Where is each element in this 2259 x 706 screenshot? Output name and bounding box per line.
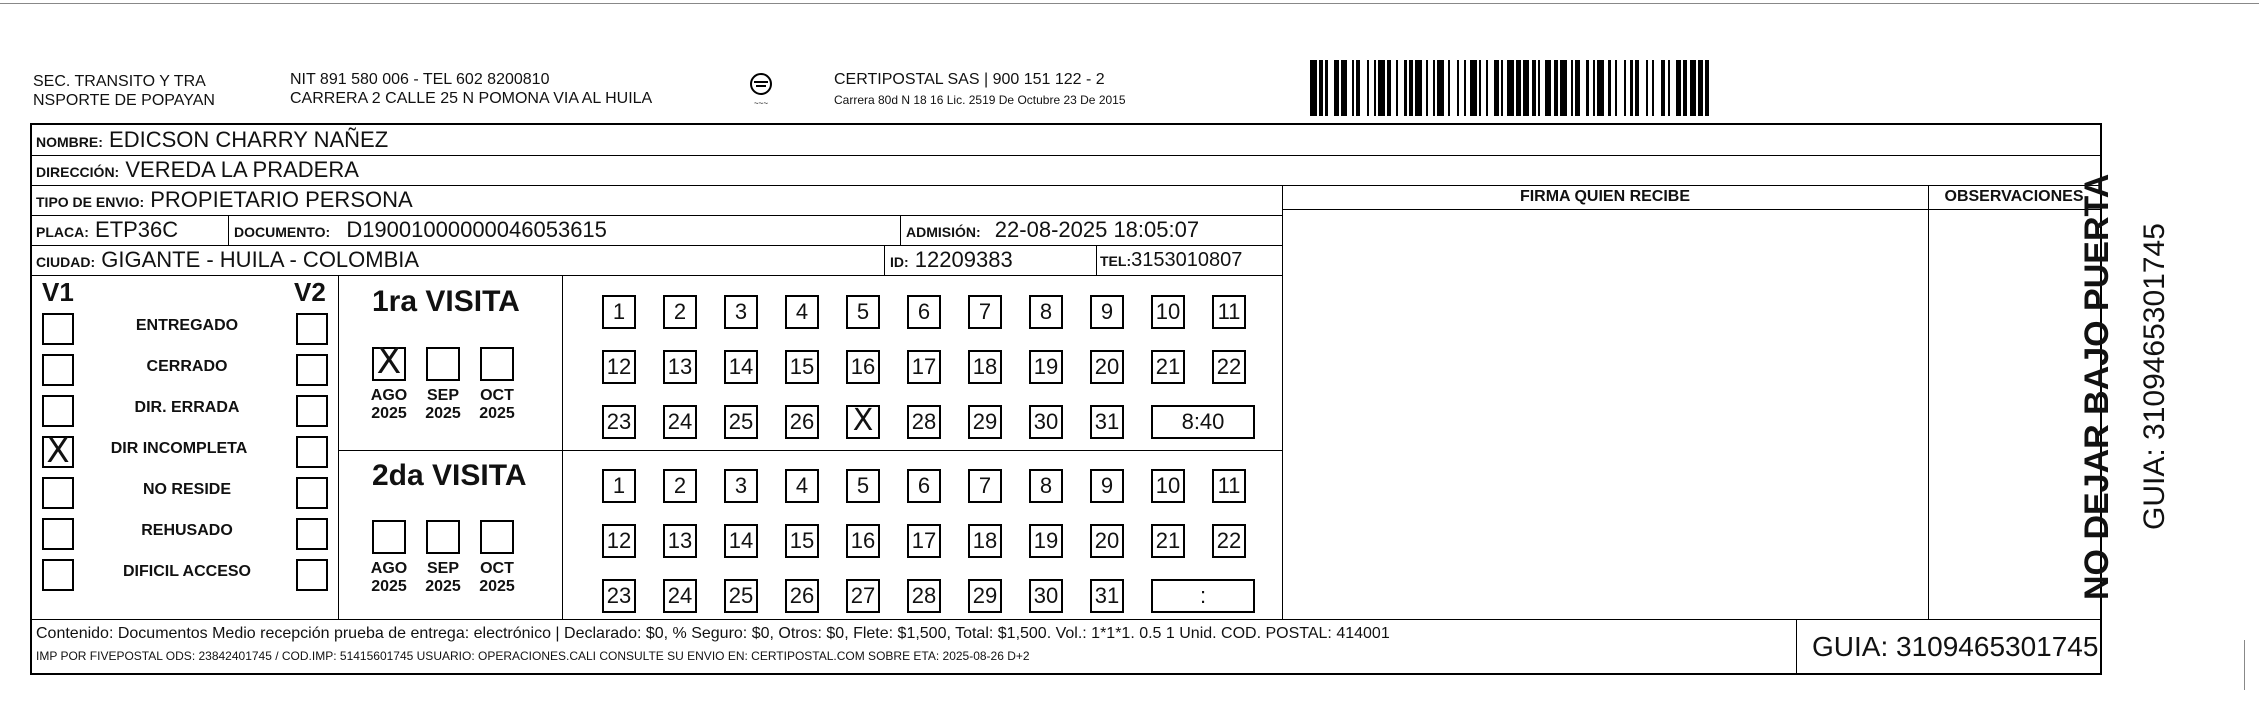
nombre-label: NOMBRE: — [36, 134, 103, 150]
tipo-row — [32, 185, 1282, 216]
carrier-line1: CERTIPOSTAL SAS | 900 151 122 - 2 — [834, 71, 1105, 88]
day-box[interactable]: 31 — [1090, 579, 1124, 613]
month-year: 2025 — [479, 578, 515, 595]
day-box[interactable]: 26 — [785, 579, 819, 613]
day-box[interactable]: 28 — [907, 579, 941, 613]
barcode-bar — [1328, 60, 1335, 116]
direccion-row — [32, 155, 2100, 186]
day-box[interactable]: 20 — [1090, 524, 1124, 558]
v1-checkbox[interactable] — [42, 559, 74, 591]
status-label: NO RESIDE — [142, 481, 231, 498]
checkbox-mark: X — [46, 431, 70, 471]
sender-block — [33, 72, 215, 110]
status-label: ENTREGADO — [135, 317, 239, 334]
day-box[interactable]: 15 — [785, 524, 819, 558]
day-box[interactable]: 24 — [663, 579, 697, 613]
month-year: 2025 — [425, 578, 461, 595]
day-box[interactable]: 10 — [1151, 295, 1185, 329]
day-box[interactable]: 26 — [785, 405, 819, 439]
placa-divider — [228, 215, 229, 245]
month-year: 2025 — [425, 405, 461, 422]
tel-value: 3153010807 — [1131, 249, 1243, 271]
month-label — [421, 560, 465, 596]
svg-text:~~~: ~~~ — [753, 99, 769, 108]
carrier-line2: Carrera 80d N 18 16 Lic. 2519 De Octubre 23 De 2015 — [834, 93, 1126, 107]
direccion-value: VEREDA LA PRADERA — [125, 157, 359, 182]
barcode-bar — [1545, 60, 1552, 116]
status-label: CERRADO — [146, 358, 228, 375]
id-divider — [884, 245, 885, 275]
documento-label: DOCUMENTO: — [234, 224, 331, 240]
day-box[interactable]: 30 — [1029, 405, 1063, 439]
barcode-bar — [1597, 60, 1604, 116]
barcode-bar — [1341, 60, 1348, 116]
footer-guia: GUIA: 3109465301745 — [1812, 631, 2099, 662]
ciudad-label: CIUDAD: — [36, 254, 96, 270]
day-box[interactable]: 20 — [1090, 350, 1124, 384]
barcode-bar — [1617, 60, 1624, 116]
month-label — [367, 560, 411, 596]
placa-value: ETP36C — [95, 217, 179, 242]
day-box[interactable]: 23 — [602, 579, 636, 613]
day-box[interactable]: 9 — [1090, 295, 1124, 329]
day-box[interactable]: 11 — [1212, 295, 1246, 329]
barcode-bar — [1690, 60, 1697, 116]
month-name: AGO — [370, 387, 408, 404]
visit2-title: 2da VISITA — [372, 459, 527, 492]
day-box[interactable]: 16 — [846, 350, 880, 384]
tipo-value: PROPIETARIO PERSONA — [150, 187, 413, 212]
barcode-bar — [1639, 60, 1646, 116]
day-box[interactable]: 10 — [1151, 469, 1185, 503]
day-box[interactable]: 13 — [663, 524, 697, 558]
barcode-bar — [1360, 60, 1367, 116]
ciudad-row — [32, 245, 1282, 276]
firma-label: FIRMA QUIEN RECIBE — [1519, 188, 1691, 205]
month-label — [475, 560, 519, 596]
day-box[interactable]: 1 — [602, 295, 636, 329]
day-box[interactable]: 27 — [846, 579, 880, 613]
right-edge-line — [2244, 640, 2245, 690]
admision-cell — [906, 215, 1199, 247]
v1-label: V1 — [42, 277, 74, 307]
v2-checkbox[interactable] — [296, 477, 328, 509]
visits-separator — [338, 450, 1282, 451]
month-name: SEP — [426, 387, 459, 404]
month-checkbox[interactable] — [480, 520, 514, 554]
month-year: 2025 — [371, 578, 407, 595]
status-label: DIR. ERRADA — [134, 399, 240, 416]
month-checkbox[interactable] — [480, 347, 514, 381]
day-box[interactable]: 3 — [724, 295, 758, 329]
day-box[interactable]: 3 — [724, 469, 758, 503]
barcode-bar — [1654, 60, 1661, 116]
month-checkbox[interactable] — [426, 347, 460, 381]
nit-line2: CARRERA 2 CALLE 25 N POMONA VIA AL HUILA — [290, 90, 653, 107]
v1-checkbox[interactable] — [42, 431, 74, 471]
v2-label: V2 — [294, 277, 326, 307]
documento-cell — [234, 215, 607, 247]
day-box[interactable]: 2 — [663, 469, 697, 503]
delivery-form — [30, 123, 2102, 675]
visit1-title: 1ra VISITA — [372, 285, 520, 318]
admision-divider — [900, 215, 901, 245]
v2-checkbox[interactable] — [296, 436, 328, 468]
certipostal-logo-icon — [738, 70, 784, 110]
ciudad-value: GIGANTE - HUILA - COLOMBIA — [101, 247, 420, 272]
footer-line1: Contenido: Documentos Medio recepción prueba de entrega: electrónico | Declarado: $0, % Seguro: $0, Otros: $0, Flete: $1,500, Total: $1,500. Vol.: 1*1*1. 0.5 1 Unid. COD. POSTAL: 414001 — [36, 625, 1390, 642]
month-name: AGO — [370, 560, 408, 577]
day-box[interactable]: 12 — [602, 350, 636, 384]
footer-guia-divider — [1796, 619, 1797, 675]
month-checkbox[interactable] — [426, 520, 460, 554]
day-box[interactable]: 6 — [907, 295, 941, 329]
barcode-bar — [1705, 60, 1709, 116]
month-name: SEP — [426, 560, 459, 577]
month-checkbox[interactable] — [372, 341, 406, 382]
v1-checkbox[interactable] — [42, 477, 74, 509]
top-border-line — [0, 3, 2259, 4]
barcode-bar — [1523, 60, 1530, 116]
barcode — [1310, 60, 1950, 116]
side-warning: NO DEJAR BAJO PUERTA — [2078, 173, 2116, 600]
nit-line1: NIT 891 580 006 - TEL 602 8200810 — [290, 71, 550, 88]
day-box[interactable]: 17 — [907, 350, 941, 384]
v2-checkbox[interactable] — [296, 313, 328, 345]
documento-value: D19001000000046053615 — [346, 217, 607, 242]
day-box[interactable]: 17 — [907, 524, 941, 558]
month-label — [421, 387, 465, 423]
checkbox-mark: X — [376, 341, 402, 382]
barcode-bar — [1310, 60, 1317, 116]
day-box[interactable]: 7 — [968, 295, 1002, 329]
v1-checkbox[interactable] — [42, 395, 74, 427]
day-box[interactable]: 13 — [663, 350, 697, 384]
v2-checkbox[interactable] — [296, 354, 328, 386]
barcode-bar — [1398, 60, 1405, 116]
v1-checkbox[interactable] — [42, 313, 74, 345]
v1-checkbox[interactable] — [42, 518, 74, 550]
day-box[interactable]: 22 — [1212, 350, 1246, 384]
barcode-bar — [1450, 60, 1457, 116]
day-box[interactable]: 25 — [724, 579, 758, 613]
status-label: DIR INCOMPLETA — [110, 440, 248, 457]
day-box[interactable]: 15 — [785, 350, 819, 384]
day-box[interactable]: 18 — [968, 524, 1002, 558]
day-box[interactable]: 25 — [724, 405, 758, 439]
observaciones-label: OBSERVACIONES — [1944, 188, 2084, 205]
barcode-bar — [1580, 60, 1587, 116]
day-box[interactable]: 8 — [1029, 469, 1063, 503]
day-box[interactable]: 18 — [968, 350, 1002, 384]
day-box[interactable]: 2 — [663, 295, 697, 329]
day-box[interactable]: 6 — [907, 469, 941, 503]
time-box[interactable]: 8:40 — [1151, 405, 1255, 439]
barcode-bar — [1560, 60, 1567, 116]
month-label — [475, 387, 519, 423]
day-box[interactable]: 21 — [1151, 524, 1185, 558]
month-name: OCT — [480, 560, 514, 577]
day-box[interactable]: 29 — [968, 405, 1002, 439]
carrier-block — [834, 70, 1126, 108]
nombre-row — [32, 125, 2100, 156]
id-cell — [890, 245, 1013, 277]
month-name: OCT — [480, 387, 514, 404]
day-box[interactable]: 19 — [1029, 524, 1063, 558]
barcode-bar — [1470, 60, 1477, 116]
side-guia: GUIA: 3109465301745 — [2138, 223, 2171, 530]
nombre-value: EDICSON CHARRY NAÑEZ — [109, 127, 389, 152]
day-box[interactable]: 24 — [663, 405, 697, 439]
day-box[interactable]: 30 — [1029, 579, 1063, 613]
month-label — [367, 387, 411, 423]
admision-value: 22-08-2025 18:05:07 — [994, 217, 1200, 242]
day-box[interactable]: 31 — [1090, 405, 1124, 439]
sender-line2: NSPORTE DE POPAYAN — [33, 92, 215, 109]
day-box[interactable]: 5 — [846, 295, 880, 329]
tipo-label: TIPO DE ENVIO: — [36, 194, 145, 210]
day-box[interactable]: 14 — [724, 350, 758, 384]
id-label: ID: — [890, 254, 909, 270]
day-box[interactable]: 9 — [1090, 469, 1124, 503]
tel-label: TEL: — [1100, 253, 1132, 269]
day-box[interactable]: 29 — [968, 579, 1002, 613]
firma-left-border — [1282, 185, 1283, 619]
barcode-bar — [1437, 60, 1444, 116]
day-box[interactable]: 21 — [1151, 350, 1185, 384]
month-checkbox[interactable] — [372, 520, 406, 554]
footer-line — [32, 619, 2100, 620]
status-label: REHUSADO — [141, 522, 233, 539]
barcode-bar — [1378, 60, 1385, 116]
status-label: DIFICIL ACCESO — [122, 563, 251, 580]
observaciones-left-border — [1928, 185, 1929, 619]
day-box[interactable]: 7 — [968, 469, 1002, 503]
day-box[interactable]: 16 — [846, 524, 880, 558]
barcode-bar — [1488, 60, 1495, 116]
v1-checkbox[interactable] — [42, 354, 74, 386]
tel-cell — [1100, 245, 1242, 276]
month-year: 2025 — [479, 405, 515, 422]
day-box[interactable]: X — [846, 405, 880, 439]
v2-checkbox[interactable] — [296, 395, 328, 427]
id-value: 12209383 — [914, 247, 1013, 272]
v2-checkbox[interactable] — [296, 559, 328, 591]
v2-checkbox[interactable] — [296, 518, 328, 550]
day-box[interactable]: 22 — [1212, 524, 1246, 558]
day-box[interactable]: 28 — [907, 405, 941, 439]
day-box[interactable]: 8 — [1029, 295, 1063, 329]
placa-label: PLACA: — [36, 224, 89, 240]
day-box[interactable]: 19 — [1029, 350, 1063, 384]
nit-block — [290, 70, 652, 108]
footer-line2: IMP POR FIVEPOSTAL ODS: 23842401745 / COD.IMP: 51415601745 USUARIO: OPERACIONES.CALI CONSULTE SU ENVIO EN: CERTIPOSTAL.COM SOBRE ETA: 2025-08-26 D+2 — [36, 649, 1030, 663]
day-box[interactable]: 5 — [846, 469, 880, 503]
month-year: 2025 — [371, 405, 407, 422]
tel-divider — [1096, 245, 1097, 275]
sender-line1: SEC. TRANSITO Y TRA — [33, 73, 206, 90]
visit1-days-divider — [562, 275, 563, 619]
day-box[interactable]: 12 — [602, 524, 636, 558]
day-box[interactable]: 14 — [724, 524, 758, 558]
day-box[interactable]: 11 — [1212, 469, 1246, 503]
barcode-bar — [1670, 60, 1677, 116]
checklist-divider — [338, 275, 339, 619]
barcode-bar — [1415, 60, 1422, 116]
day-box[interactable]: 4 — [785, 469, 819, 503]
day-box[interactable]: 1 — [602, 469, 636, 503]
direccion-label: DIRECCIÓN: — [36, 164, 120, 180]
day-box[interactable]: 23 — [602, 405, 636, 439]
firma-header-line — [1282, 209, 2100, 210]
barcode-bar — [1507, 60, 1514, 116]
time-box[interactable]: : — [1151, 579, 1255, 613]
admision-label: ADMISIÓN: — [906, 224, 981, 240]
day-box[interactable]: 4 — [785, 295, 819, 329]
